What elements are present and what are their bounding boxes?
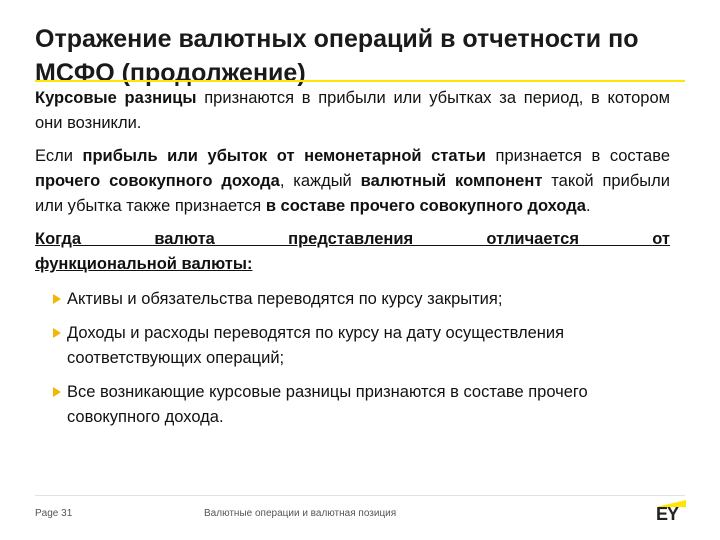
term-in-oci: в составе прочего совокупного дохода	[265, 197, 586, 215]
list-item	[53, 380, 670, 430]
footer-divider	[35, 495, 685, 496]
paragraph-text: Если	[35, 147, 83, 165]
paragraph-text: признаются в прибыли или убытках за период, в котором они возникли.	[35, 89, 670, 132]
list-item-text: Все возникающие курсовые разницы признаются в составе прочего совокупного дохода.	[67, 383, 588, 426]
paragraph-non-monetary-item	[35, 144, 670, 219]
term-non-monetary-gain-loss: прибыль или убыток от немонетарной статьи	[82, 147, 486, 165]
list-item-text: Активы и обязательства переводятся по курсу закрытия;	[67, 290, 503, 308]
logo-text: EY	[656, 504, 679, 524]
paragraph-text: , каждый	[279, 172, 361, 190]
section-heading-line-2: функциональной валюты:	[35, 255, 253, 273]
term-oci: прочего совокупного дохода	[35, 172, 280, 190]
page-number: Page 31	[35, 508, 73, 519]
triangle-bullet-icon	[53, 387, 61, 397]
title-underline	[35, 80, 685, 82]
list-item	[53, 321, 670, 371]
paragraph-text: .	[585, 197, 591, 215]
term-exchange-differences: Курсовые разницы	[35, 89, 197, 107]
term-currency-component: валютный компонент	[360, 172, 543, 190]
paragraph-exchange-differences	[35, 86, 670, 136]
slide-title: Отражение валютных операций в отчетности по МСФО (продолжение)	[35, 25, 639, 87]
list-item	[53, 287, 670, 312]
bullet-list	[35, 287, 670, 430]
paragraph-text: такой прибыли или убытка также признается	[35, 172, 670, 215]
section-heading	[35, 227, 670, 277]
triangle-bullet-icon	[53, 294, 61, 304]
footer-caption: Валютные операции и валютная позиция	[204, 508, 397, 519]
ey-logo	[656, 500, 688, 522]
triangle-bullet-icon	[53, 328, 61, 338]
list-item-text: Доходы и расходы переводятся по курсу на дату осуществления соответствующих операций;	[67, 324, 565, 367]
paragraph-text: признается в составе	[485, 147, 670, 165]
section-heading-line-1: Когда валюта представления отличается от	[35, 230, 670, 248]
slide-body	[35, 86, 670, 439]
